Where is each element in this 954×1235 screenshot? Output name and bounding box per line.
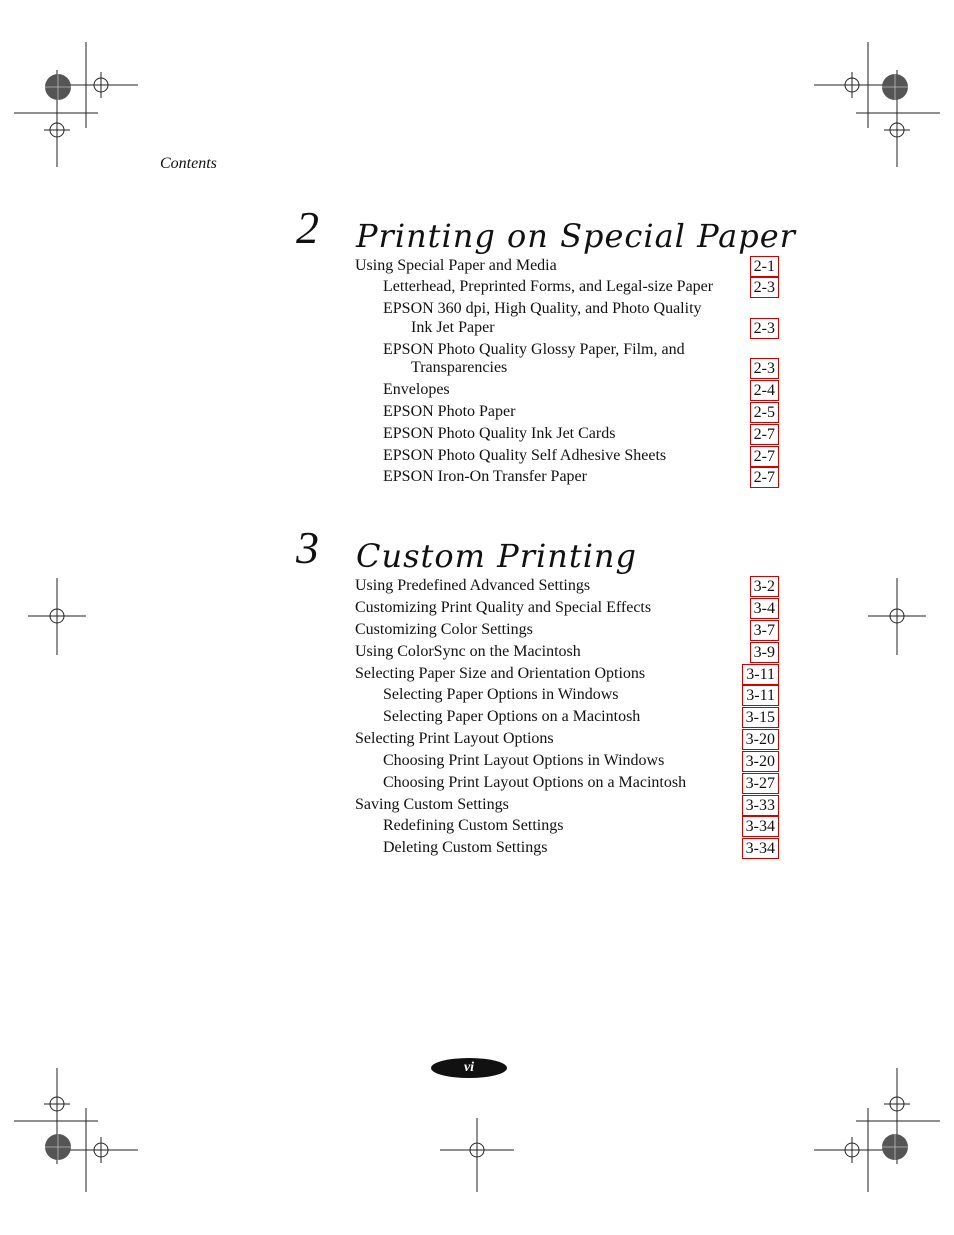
toc-entry[interactable]: Selecting Paper Size and Orientation Options [355, 665, 646, 682]
page-link[interactable]: 3-2 [750, 576, 779, 597]
toc-entry[interactable]: Selecting Print Layout Options [355, 730, 554, 747]
page-link[interactable]: 3-7 [750, 620, 779, 641]
toc-entry[interactable]: EPSON Iron-On Transfer Paper [383, 468, 587, 485]
chapter-number: 3 [296, 522, 319, 573]
page-link[interactable]: 3-4 [750, 598, 779, 619]
page-link[interactable]: 2-3 [750, 277, 779, 298]
page-link[interactable]: 2-3 [750, 318, 779, 339]
toc-entry[interactable]: EPSON Photo Paper [383, 403, 516, 420]
page-link[interactable]: 2-1 [750, 256, 779, 277]
page-link[interactable]: 3-11 [742, 664, 779, 685]
page-number-folio: vi [431, 1058, 507, 1078]
chapter-title: Printing on Special Paper [356, 217, 796, 255]
page-link[interactable]: 3-11 [742, 685, 779, 706]
toc-entry[interactable]: EPSON Photo Quality Ink Jet Cards [383, 425, 616, 442]
toc-entry[interactable]: Deleting Custom Settings [383, 839, 548, 856]
toc-entry-continuation[interactable]: Ink Jet Paper [411, 319, 495, 336]
page-link[interactable]: 3-33 [742, 795, 779, 816]
page-link[interactable]: 2-7 [750, 467, 779, 488]
toc-entry[interactable]: EPSON Photo Quality Glossy Paper, Film, and [383, 341, 685, 358]
toc-entry[interactable]: Using ColorSync on the Macintosh [355, 643, 581, 660]
toc-entry[interactable]: Customizing Color Settings [355, 621, 533, 638]
page-link[interactable]: 2-4 [750, 380, 779, 401]
page-link[interactable]: 3-34 [742, 816, 779, 837]
running-head: Contents [160, 155, 217, 172]
chapter-number: 2 [296, 202, 319, 253]
page-link[interactable]: 2-7 [750, 446, 779, 467]
toc-entry[interactable]: Customizing Print Quality and Special Effects [355, 599, 652, 616]
chapter-title: Custom Printing [356, 537, 638, 575]
toc-entry[interactable]: Selecting Paper Options on a Macintosh [383, 708, 641, 725]
page-link[interactable]: 3-20 [742, 751, 779, 772]
toc-entry[interactable]: Using Predefined Advanced Settings [355, 577, 591, 594]
toc-entry[interactable]: Choosing Print Layout Options in Windows [383, 752, 665, 769]
toc-entry[interactable]: Choosing Print Layout Options on a Macintosh [383, 774, 687, 791]
toc-entry[interactable]: EPSON Photo Quality Self Adhesive Sheets [383, 447, 667, 464]
page-link[interactable]: 3-34 [742, 838, 779, 859]
page-link[interactable]: 3-15 [742, 707, 779, 728]
page-link[interactable]: 3-9 [750, 642, 779, 663]
toc-entry[interactable]: Selecting Paper Options in Windows [383, 686, 619, 703]
page-link[interactable]: 2-5 [750, 402, 779, 423]
page-link[interactable]: 2-3 [750, 358, 779, 379]
toc-entry[interactable]: Saving Custom Settings [355, 796, 509, 813]
toc-entry-continuation[interactable]: Transparencies [411, 359, 508, 376]
toc-entry[interactable]: Redefining Custom Settings [383, 817, 564, 834]
toc-entry[interactable]: Using Special Paper and Media [355, 257, 557, 274]
page-link[interactable]: 3-27 [742, 773, 779, 794]
page-link[interactable]: 3-20 [742, 729, 779, 750]
toc-entry[interactable]: EPSON 360 dpi, High Quality, and Photo Quality [383, 300, 702, 317]
toc-entry[interactable]: Letterhead, Preprinted Forms, and Legal-size Paper [383, 278, 714, 295]
page-link[interactable]: 2-7 [750, 424, 779, 445]
toc-entry[interactable]: Envelopes [383, 381, 450, 398]
